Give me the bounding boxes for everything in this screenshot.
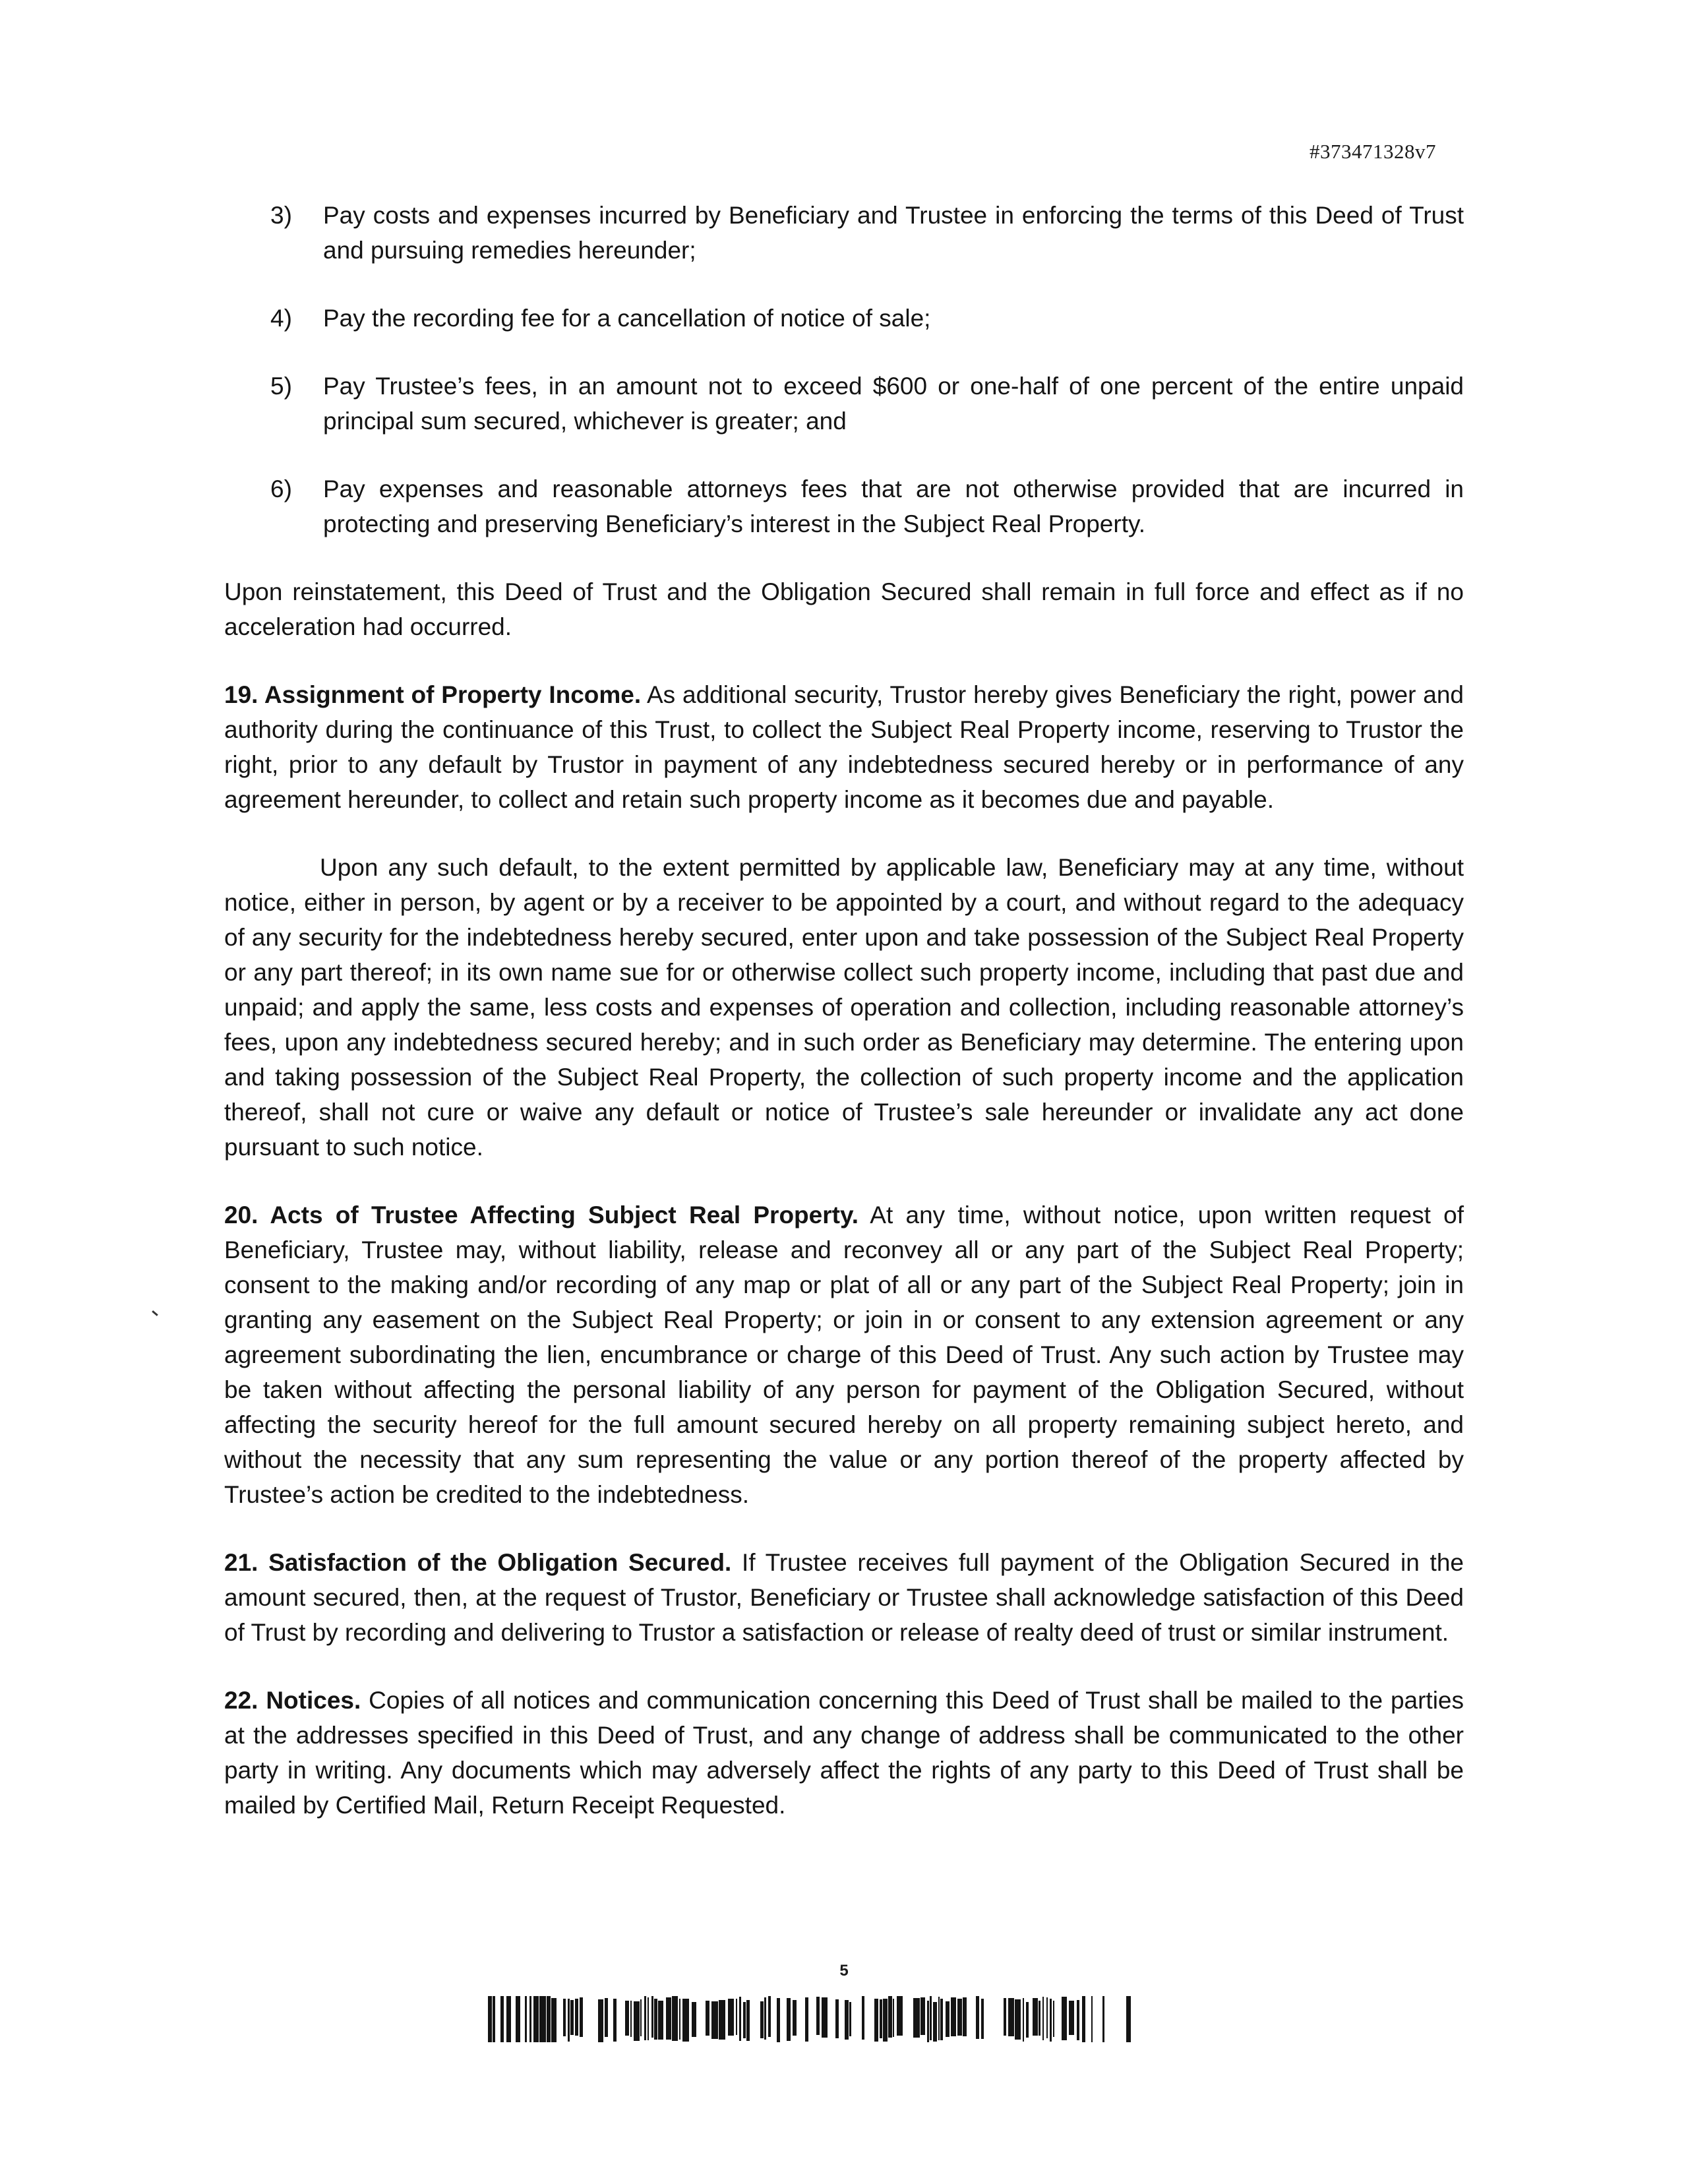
- section-20-body: At any time, without notice, upon written request of Beneficiary, Trustee may, without liability, release and reconvey all or any part of the Subject Real Property; consent to the making and/or recording of any map or plat of all or any part of the Subject Real Property; join in granting any easement on the Subject Real Property; or join in or consent to any extension agreement or any agreement subordinating the lien, encumbrance or charge of this Deed of Trust. Any such action by Trustee may be taken without affecting the personal liability of any person for payment of the Obligation Secured, without affecting the security hereof for the full amount secured hereby on all property remaining subject hereto, and without the necessity that any sum representing the value or any portion thereof of the property affected by Trustee’s action be credited to the indebtedness.: [224, 1201, 1464, 1508]
- list-item-text: Pay the recording fee for a cancellation of notice of sale;: [323, 305, 931, 332]
- list-item: [224, 198, 1464, 268]
- section-21-title: 21. Satisfaction of the Obligation Secured.: [224, 1549, 732, 1576]
- section-21-paragraph: [224, 1545, 1464, 1650]
- list-item: [224, 301, 1464, 336]
- section-19-body: As additional security, Trustor hereby gives Beneficiary the right, power and authority during the continuance of this Trust, to collect the Subject Real Property income, reserving to Trustor the right, prior to any default by Trustor in payment of any indebtedness secured hereby or in performance of any agreement hereunder, to collect and retain such property income as it becomes due and payable.: [224, 681, 1464, 813]
- document-id: #373471328v7: [1310, 140, 1436, 163]
- page-number: 5: [839, 1962, 849, 1980]
- list-item-text: Pay costs and expenses incurred by Beneficiary and Trustee in enforcing the terms of this Deed of Trust and pursuing remedies hereunder;: [323, 202, 1464, 264]
- barcode-icon: [488, 1996, 1134, 2042]
- list-item-number: 4): [270, 305, 292, 332]
- section-21-body: If Trustee receives full payment of the Obligation Secured in the amount secured, then, at the request of Trustor, Beneficiary or Trustee shall acknowledge satisfaction of this Deed of Trust by recording and delivering to Trustor a satisfaction or release of realty deed of trust or similar instrument.: [224, 1549, 1464, 1646]
- list-item-number: 5): [270, 373, 292, 400]
- list-item-text: Pay Trustee’s fees, in an amount not to exceed $600 or one-half of one percent of the entire unpaid principal sum secured, whichever is greater; and: [323, 373, 1464, 435]
- section-19-title: 19. Assignment of Property Income.: [224, 681, 642, 708]
- list-item-text: Pay expenses and reasonable attorneys fees that are not otherwise provided that are incurred in protecting and preserving Beneficiary’s interest in the Subject Real Property.: [323, 475, 1464, 537]
- list-item-number: 3): [270, 202, 292, 229]
- list-item: [224, 471, 1464, 541]
- section-22-title: 22. Notices.: [224, 1687, 361, 1714]
- section-22-paragraph: [224, 1683, 1464, 1823]
- stray-scan-mark: [152, 1310, 158, 1316]
- section-19-continuation: Upon any such default, to the extent permitted by applicable law, Beneficiary may at any time, without notice, either in person, by agent or by a receiver to be appointed by a court, and without regard to the adequacy of any security for the indebtedness hereby secured, enter upon and take possession of the Subject Real Property or any part thereof; in its own name sue for or otherwise collect such property income, including that past due and unpaid; and apply the same, less costs and expenses of operation and collection, including reasonable attorney’s fees, upon any indebtedness secured hereby; and in such order as Beneficiary may determine. The entering upon and taking possession of the Subject Real Property, the collection of such property income and the application thereof, shall not cure or waive any default or notice of Trustee’s sale hereunder or invalidate any act done pursuant to such notice.: [224, 854, 1464, 1161]
- document-body: [224, 198, 1464, 1856]
- list-item-number: 6): [270, 475, 292, 502]
- list-item: [224, 369, 1464, 439]
- section-20-paragraph: [224, 1198, 1464, 1512]
- section-20-title: 20. Acts of Trustee Affecting Subject Real Property.: [224, 1201, 859, 1228]
- reinstatement-paragraph: Upon reinstatement, this Deed of Trust and the Obligation Secured shall remain in full force and effect as if no acceleration had occurred.: [224, 578, 1464, 640]
- section-19-paragraph: [224, 677, 1464, 817]
- section-22-body: Copies of all notices and communication concerning this Deed of Trust shall be mailed to the parties at the addresses specified in this Deed of Trust, and any change of address shall be communicated to the other party in writing. Any documents which may adversely affect the rights of any party to this Deed of Trust shall be mailed by Certified Mail, Return Receipt Requested.: [224, 1687, 1464, 1819]
